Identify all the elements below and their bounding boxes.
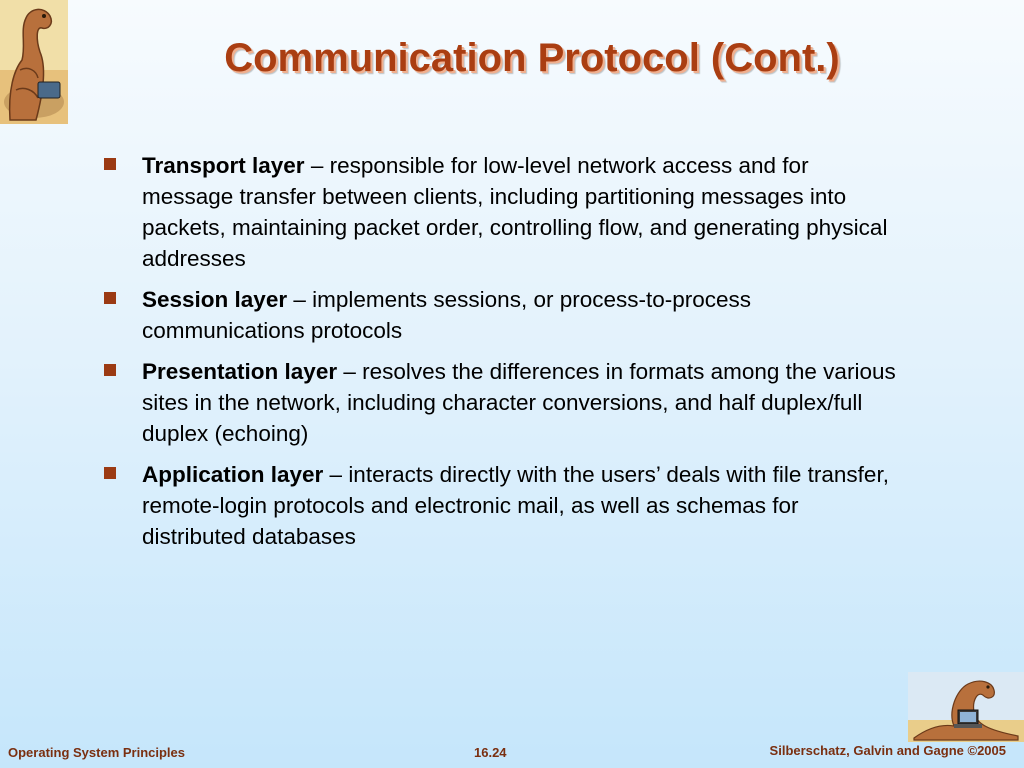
- bullet-item-application: [104, 459, 904, 552]
- footer-course-title: Operating System Principles: [8, 745, 186, 760]
- bullet-text: – resolves the differences in formats among the various sites in the network, including character conversions, and half duplex/full duplex (echoing): [142, 359, 896, 446]
- footer-copyright: Silberschatz, Galvin and Gagne ©2005: [769, 743, 1006, 758]
- bullet-term: Application layer: [142, 462, 324, 487]
- slide-title: Communication Protocol (Cont.): [224, 36, 840, 80]
- bullet-item-session: [104, 284, 904, 346]
- bullet-text: – interacts directly with the users’ deals with file transfer, remote-login protocols and electronic mail, as well as schemas for distributed databases: [142, 462, 889, 549]
- square-bullet-icon: [104, 364, 116, 376]
- square-bullet-icon: [104, 467, 116, 479]
- bullet-item-presentation: [104, 356, 904, 449]
- bullet-list: [104, 150, 904, 562]
- bullet-term: Presentation layer: [142, 359, 338, 384]
- square-bullet-icon: [104, 158, 116, 170]
- bullet-text: – implements sessions, or process-to-process communications protocols: [142, 287, 752, 343]
- bullet-term: Transport layer: [142, 153, 305, 178]
- bullet-term: Session layer: [142, 287, 288, 312]
- footer-slide-number: 16.24: [474, 745, 507, 760]
- bullet-text: – responsible for low-level network access and for message transfer between clients, including partitioning messages into packets, maintaining packet order, controlling flow, and generating physical addresses: [142, 153, 888, 271]
- dinosaur-laptop-icon: [908, 672, 1024, 742]
- bullet-item-transport: [104, 150, 904, 274]
- square-bullet-icon: [104, 292, 116, 304]
